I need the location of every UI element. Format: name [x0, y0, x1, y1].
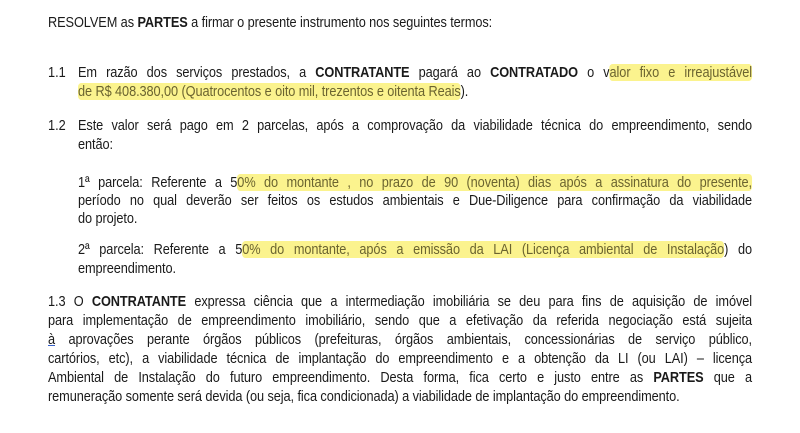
text-segment: 1.3 O: [48, 293, 92, 310]
text-segment: RESOLVEM as: [48, 14, 138, 31]
clause-number-1-2: 1.2: [48, 117, 66, 134]
clause-number-1-1: 1.1: [48, 64, 66, 81]
text-line: [78, 260, 176, 278]
text-line: [78, 136, 113, 154]
text-line: [78, 241, 752, 259]
text-segment: que a: [703, 369, 752, 386]
text-segment: cartórios, etc), a viabilidade técnica de implantação do empreendimento e a obtenção da LI (ou LAI) – licença: [48, 350, 752, 367]
text-segment: período no qual deverão ser feitos os estudos ambientais e Due-Diligence para confirmação da viabilidade: [78, 192, 752, 209]
text-line: [48, 293, 752, 311]
text-segment: Em razão dos serviços prestados, a: [78, 64, 316, 81]
text-line: [78, 64, 752, 82]
spellcheck-underlined-text: à: [48, 331, 56, 348]
text-segment: Ambiental de Instalação do futuro empreendimento. Desta forma, fica certo e justo entre as: [48, 369, 654, 386]
text-segment: expressa ciência que a intermediação imobiliária se deu para fins de aquisição de imóvel: [186, 293, 752, 310]
text-segment: então:: [78, 136, 113, 153]
highlighted-text: alor fixo e irreajustável: [609, 64, 753, 81]
text-segment: 2ª parcela: Referente a 5: [78, 241, 243, 258]
text-segment: Este valor será pago em 2 parcelas, após a comprovação da viabilidade técnica do empreendimento, sendo: [78, 117, 752, 134]
text-segment: pagará ao: [409, 64, 491, 81]
text-line: [48, 350, 752, 368]
bold-term: CONTRATADO: [490, 64, 578, 81]
highlighted-text: 0% do montante, após a emissão da LAI (Licença ambiental de Instalação: [242, 241, 725, 258]
text-segment: o v: [577, 64, 610, 81]
text-segment: remuneração somente será devida (ou seja, fica condicionada) a viabilidade de implantação do empreendimento.: [48, 388, 680, 405]
text-line: [78, 192, 752, 210]
text-line: [78, 117, 752, 135]
text-line: [78, 210, 137, 228]
text-line: [48, 331, 752, 349]
text-line: [48, 388, 680, 406]
text-segment: ) do: [724, 241, 752, 258]
text-segment: aprovações perante órgãos públicos (prefeituras, órgãos ambientais, concessionárias de serviço público,: [55, 331, 752, 348]
text-line: [48, 369, 752, 387]
text-segment: a firmar o presente instrumento nos seguintes termos:: [187, 14, 493, 31]
text-line: [78, 83, 468, 101]
bold-term: PARTES: [137, 14, 188, 31]
text-segment: ).: [460, 83, 469, 100]
text-segment: para implementação de empreendimento imobiliário, sendo que a efetivação da referida negociação está sujeita: [48, 312, 752, 329]
text-segment: empreendimento.: [78, 260, 176, 277]
intro-line: [48, 14, 492, 32]
text-line: [78, 174, 752, 192]
bold-term: PARTES: [653, 369, 704, 386]
highlighted-text: 0% do montante , no prazo de 90 (noventa) dias após a assinatura do presente,: [237, 174, 752, 191]
text-segment: 1ª parcela: Referente a 5: [78, 174, 238, 191]
highlighted-text: de R$ 408.380,00 (Quatrocentos e oito mil, trezentos e oitenta Reais: [78, 83, 461, 100]
bold-term: CONTRATANTE: [91, 293, 187, 310]
text-segment: do projeto.: [78, 210, 138, 227]
bold-term: CONTRATANTE: [315, 64, 410, 81]
text-line: [48, 312, 752, 330]
